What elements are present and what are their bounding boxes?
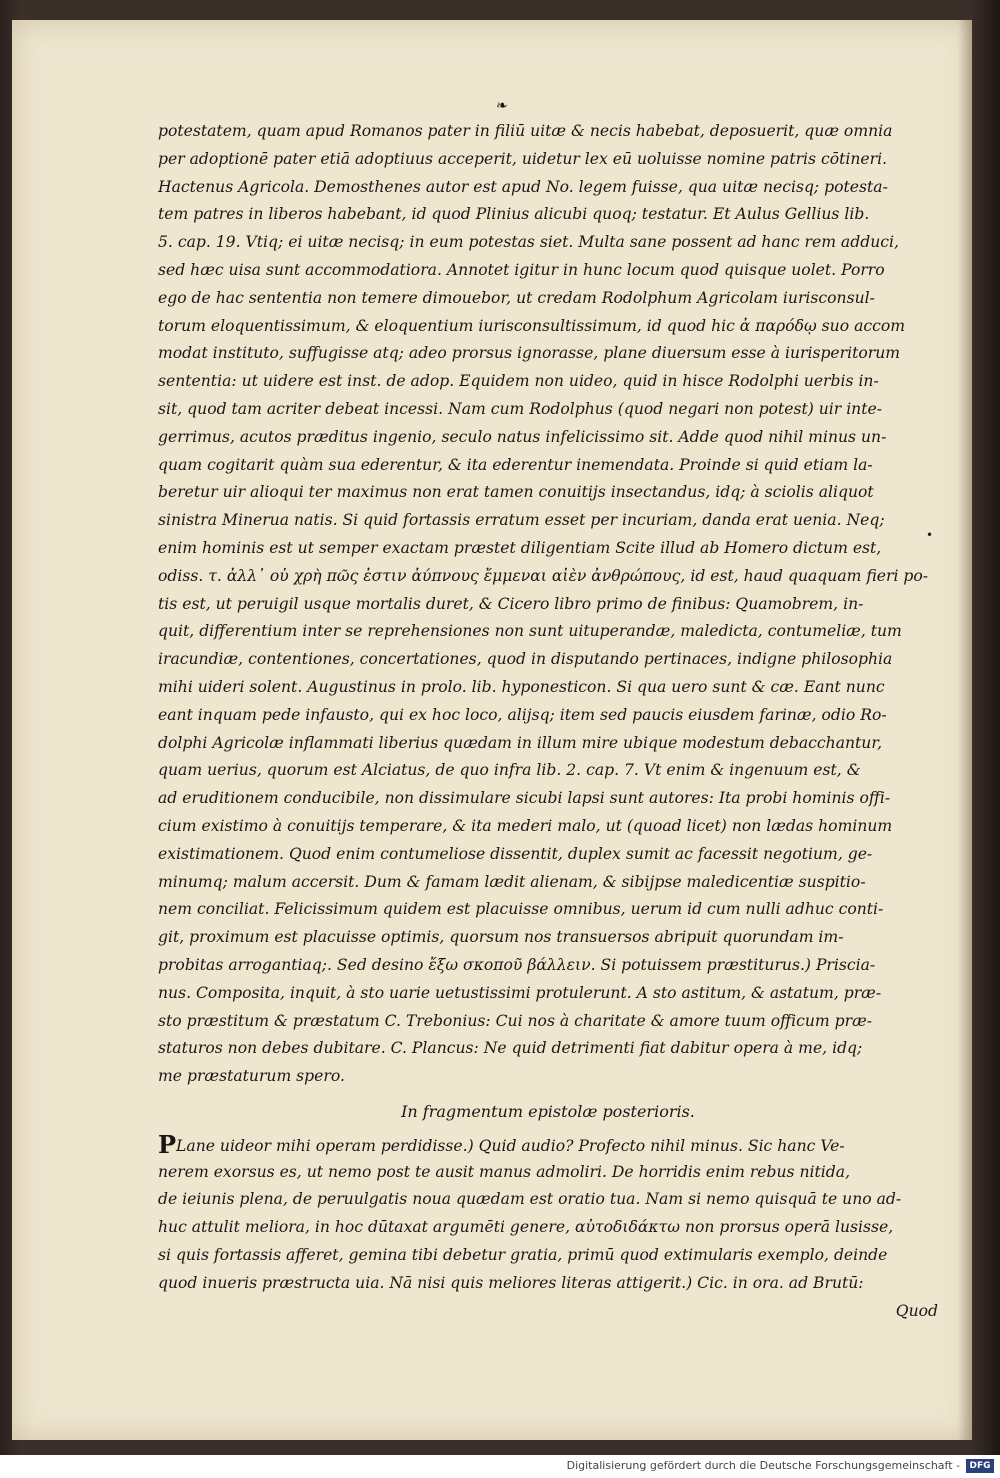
text-line: si quis fortassis afferet, gemina tibi debetur gratia, primū quod extimularis exemplo, deinde [158,1246,888,1265]
text-line: existimationem. Quod enim contumeliose dissentit, duplex sumit ac facessit negotium, ge- [158,844,873,863]
text-line: tem patres in liberos habebant, id quod Plinius alicubi quoq; testatur. Et Aulus Gellius lib. [158,205,870,224]
text-line: Hactenus Agricola. Demosthenes autor est apud No. legem fuisse, qua uitæ necisq; potesta- [158,177,888,196]
text-line: beretur uir alioqui ter maximus non erat tamen conuitijs insectandus, idq; à sciolis aliquot [158,483,874,502]
text-line: sit, quod tam acriter debeat incessi. Nam cum Rodolphus (quod negari non potest) uir inte- [158,399,882,418]
text-line: sinistra Mineruа natis. Si quid fortassis erratum esset per incuriam, danda erat uenia. Neq; [158,511,885,530]
text-line: mihi uideri solent. Augustinus in prolo. lib. hyponesticon. Si qua uero sunt & cæ. Eant nunc [158,677,885,696]
text-line: quam uerius, quorum est Alciatus, de quo infra lib. 2. cap. 7. Vt enim & ingenuum est, & [158,761,861,780]
page-ornament: ❧ [496,98,508,114]
text-line: eant inquam pede infausto, qui ex hoc loco, alijsq; item sed paucis eiusdem farinæ, odio Ro- [158,705,887,724]
text-line: modat instituto, suffugisse atq; adeo prorsus ignorasse, plane diuersum esse à iurisperitorum [158,344,901,363]
page-edge-shadow [958,20,972,1440]
text-line: quit, differentium inter se reprehensiones non sunt uituperandæ, maledicta, contumeliæ, tum [158,622,902,641]
section-fragment [158,1131,938,1326]
text-line: sententia: ut uidere est inst. de adop. Equidem non uideo, quid in hisce Rodolphi uerbis in- [158,372,879,391]
text-line: me præstaturum spero. [158,1067,345,1086]
text-line: staturos non debes dubitare. C. Plancus: Ne quid detrimenti fiat dabitur opera à me, idq; [158,1039,863,1058]
initial-letter: P [158,1130,177,1159]
text-line: dolphi Agricolæ inflammati liberius quædam in illum mire ubique modestum debacchantur, [158,733,883,752]
page-text [158,118,938,1325]
text-line: quam cogitarit quàm sua ederentur, & ita ederentur inemendata. Proinde si quid etiam la- [158,455,873,474]
text-line [158,1131,938,1159]
text-line: per adoptionē pater etiā adoptiuus acceperit, uidetur lex eū uoluisse nomine patris cōtineri. [158,149,888,168]
text-line: de ieiunis plena, de peruulgatis noua quædam est oratio tua. Nam si nemo quisquā te uno ad- [158,1190,902,1209]
text-line: git, proximum est placuisse optimis, quorsum nos transuersos abripuit quorundam im- [158,928,844,947]
text-line: iracundiæ, contentiones, concertationes, quod in disputando pertinaces, indigne philosophia [158,650,893,669]
text-line: potestatem, quam apud Romanos pater in filiū uitæ & necis habebat, deposuerit, quæ omnia [158,122,893,140]
section-commentary [158,118,938,1091]
text-line: minumq; malum accersit. Dum & famam lædit alienam, & sibijpse maledicentiæ suspitio- [158,872,866,891]
text-line: 5. cap. 19. Vtiq; ei uitæ necisq; in eum potestas siet. Multa sane possent ad hanc rem adduci, [158,233,899,252]
section-heading: In fragmentum epistolæ posterioris. [401,1101,695,1121]
text-line: nus. Composita, inquit, à sto uarie uetustissimi protulerunt. A sto astitum, & astatum, præ- [158,983,882,1002]
text-line: sed hæc uisa sunt accommodatiora. Annotet igitur in hunc locum quod quisque uolet. Porro [158,260,885,279]
footer-credit: Digitalisierung gefördert durch die Deutsche Forschungsgemeinschaft - [566,1459,960,1472]
footer-bar [0,1455,1000,1478]
text-line: nem conciliat. Felicissimum quidem est placuisse omnibus, uerum id cum nulli adhuc conti- [158,900,884,919]
text-line: ego de hac sententia non temere dimouebor, ut credam Rodolphum Agricolam iurisconsul- [158,288,875,307]
text-line: sto præstitum & præstatum C. Trebonius: Cui nos à charitate & amore tuum officum præ- [158,1011,873,1030]
text-line: tis est, ut peruigil usque mortalis duret, & Cicero libro primo de finibus: Quamobrem, in- [158,594,864,613]
text-line: gerrimus, acutos præditus ingenio, seculo natus infelicissimo sit. Adde quod nihil minus un- [158,427,887,446]
catchword: Quod [895,1301,938,1320]
dfg-logo-icon: DFG [966,1459,994,1473]
text-line: probitas arrogantiaq;. Sed desino ἔξω σκοποῦ βάλλειν. Si potuissem præstiturus.) Priscia- [158,955,876,974]
text-line: torum eloquentissimum, & eloquentium iurisconsultissimum, id quod hic ἀ παρόδῳ suo accom [158,316,906,335]
text-line: nerem exorsus es, ut nemo post te ausit manus admoliri. De horridis enim rebus nitida, [158,1162,851,1181]
text-line: odiss. τ. ἀλλ᾽ οὐ χρὴ πῶς ἐστιν ἀύπνους ἔμμεναι αἰὲν ἀνθρώπους, id est, haud quaquam fieri po- [158,566,929,585]
text-line: quod inueris præstructa uia. Nā nisi quis meliores literas attigerit.) Cic. in ora. ad Brutū: [158,1273,864,1292]
margin-mark: • [926,528,934,542]
text-line: enim hominis est ut semper exactam præstet diligentiam Scite illud ab Homero dictum est, [158,538,882,557]
text-line: huc attulit meliora, in hoc dūtaxat argumēti genere, αὐτοδιδάκτω non prorsus operā lusisse, [158,1218,894,1237]
text-line: ad eruditionem conducibile, non dissimulare sicubi lapsi sunt autores: Ita probi hominis offi- [158,789,891,808]
text-line: cium existimo à conuitijs temperare, & ita mederi malo, ut (quoad licet) non lædas hominum [158,816,893,835]
text-line-body: Lane uideor mihi operam perdidisse.) Quid audio? Profecto nihil minus. Sic hanc Ve- [176,1136,845,1155]
